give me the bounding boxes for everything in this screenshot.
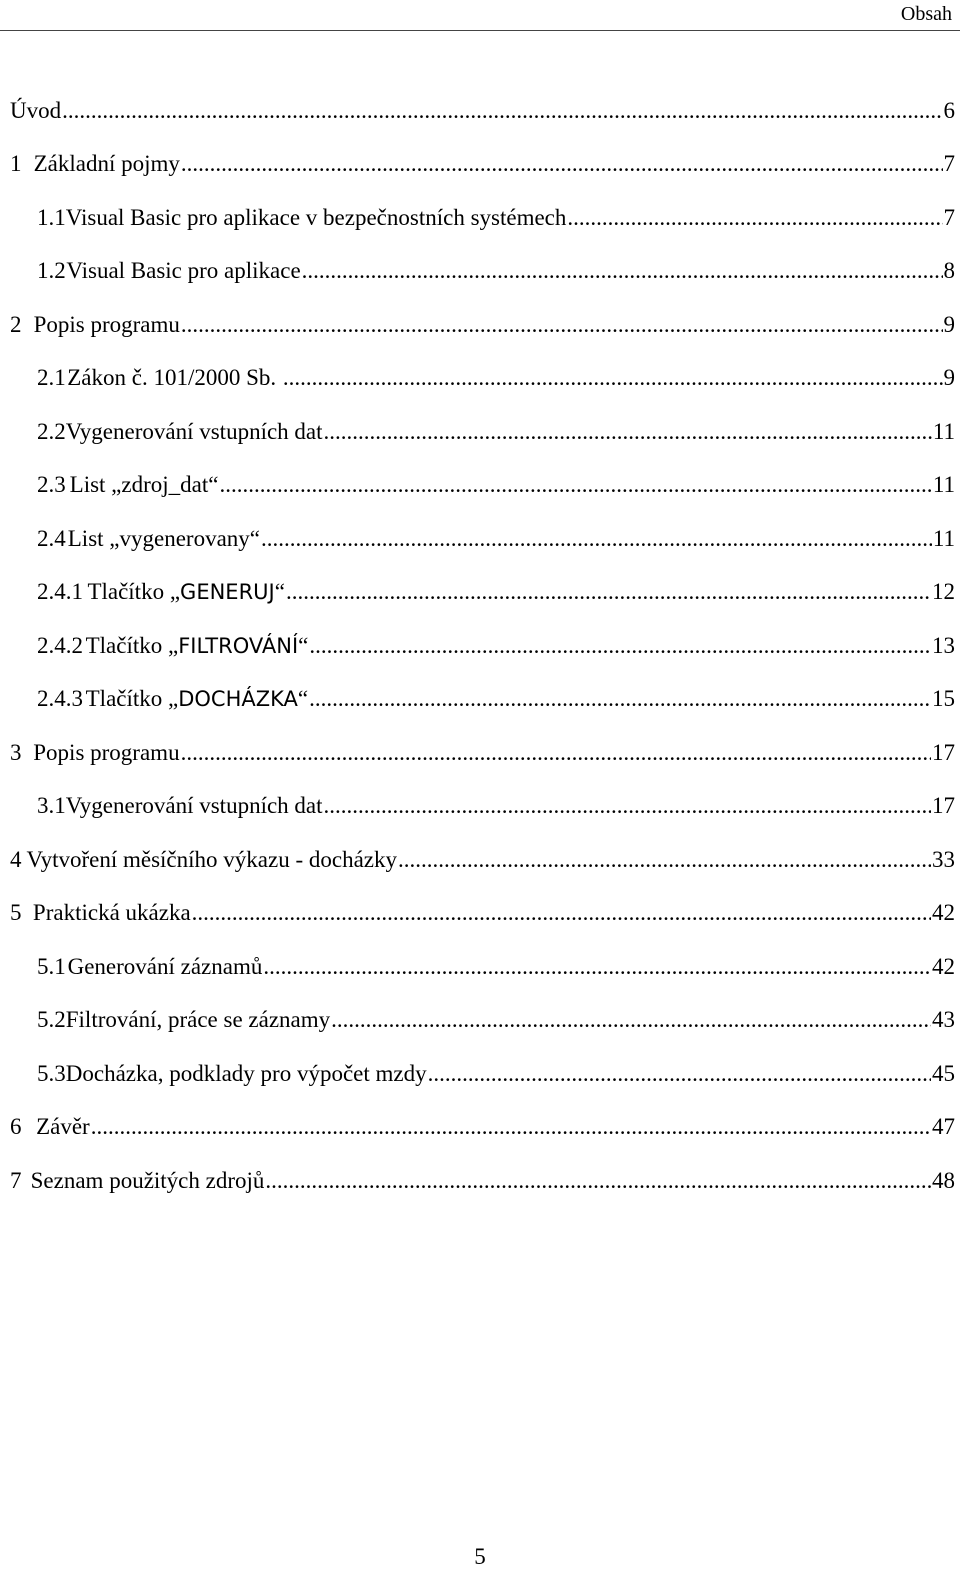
dot-leader (265, 1168, 931, 1194)
toc-entry-page: 48 (932, 1167, 955, 1193)
toc-entry-number: 5 (10, 900, 22, 926)
dot-leader (567, 205, 942, 231)
toc-entry-page: 11 (932, 525, 955, 551)
dot-leader (324, 793, 931, 819)
toc-entry-title: Visual Basic pro aplikace (66, 258, 301, 284)
toc-entry-5-2[interactable] (10, 994, 955, 1048)
button-name: FILTROVÁNÍ (178, 633, 299, 658)
dot-leader (428, 1061, 931, 1087)
toc-entry-2-4[interactable] (10, 512, 955, 566)
toc-entry-page: 17 (932, 793, 955, 819)
toc-entry-page: 12 (932, 579, 955, 605)
toc-entry-page: 15 (932, 686, 955, 712)
toc-entry-title: Vytvoření měsíčního výkazu - docházky (26, 846, 397, 872)
toc-entry-2-1[interactable] (10, 352, 955, 406)
dot-leader (91, 1114, 931, 1140)
toc-entry-title: List „vygenerovany“ (67, 525, 260, 551)
button-name: GENERUJ (180, 580, 275, 605)
toc-entry-number: 5.1 (37, 953, 66, 979)
dot-leader (263, 954, 931, 980)
toc-entry-page: 9 (943, 365, 955, 391)
toc-entry-2-4-1[interactable] (10, 566, 955, 620)
toc-entry-page: 7 (943, 151, 955, 177)
toc-entry-title: Seznam použitých zdrojů (30, 1167, 265, 1193)
toc-entry-number: 5.3 (37, 1060, 66, 1086)
dot-leader (62, 98, 942, 124)
toc-entry-number: 3.1 (37, 793, 66, 819)
dot-leader (324, 419, 932, 445)
dot-leader (261, 526, 932, 552)
toc-entry-page: 13 (932, 632, 955, 658)
toc-entry-3-1[interactable] (10, 780, 955, 834)
page-number: 5 (474, 1544, 486, 1569)
toc-entry-title: Popis programu (33, 311, 180, 337)
dot-leader (181, 151, 943, 177)
toc-entry-title: Základní pojmy (33, 151, 180, 177)
toc-entry-page: 42 (932, 953, 955, 979)
toc-entry-2-4-2[interactable] (10, 619, 955, 673)
toc-entry-title: Závěr (36, 1114, 90, 1140)
title-suffix: “ (297, 686, 309, 712)
toc-entry-title: Filtrování, práce se záznamy (65, 1007, 331, 1033)
toc-entry-number: 2.4.1 (37, 579, 83, 605)
toc-entry-4[interactable] (10, 833, 955, 887)
toc-entry-number: 5.2 (37, 1007, 66, 1033)
toc-entry-2-3[interactable] (10, 459, 955, 513)
toc-entry-1-1[interactable] (10, 191, 955, 245)
toc-entry-title: List „zdroj_dat“ (69, 472, 219, 498)
toc-entry-1-2[interactable] (10, 245, 955, 299)
toc-entry-number: 2.4.2 (37, 632, 83, 658)
toc-entry-number: 2.2 (37, 418, 66, 444)
toc-entry-2-2[interactable] (10, 405, 955, 459)
toc-entry-page: 9 (943, 311, 955, 337)
toc-entry-number: 7 (10, 1167, 22, 1193)
toc-entry-title: Vygenerování vstupních dat (65, 418, 323, 444)
dot-leader (181, 312, 943, 338)
toc-entry-number: 1.2 (37, 258, 66, 284)
dot-leader (192, 900, 931, 926)
toc-entry-2-4-3[interactable] (10, 673, 955, 727)
dot-leader (309, 633, 931, 659)
toc-entry-page: 33 (932, 846, 955, 872)
toc-entry-title: Visual Basic pro aplikace v bezpečnostních systémech (65, 204, 567, 230)
toc-entry-5-1[interactable] (10, 940, 955, 994)
dot-leader (286, 579, 931, 605)
toc-entry-number: 2.3 (37, 472, 66, 498)
toc-entry-title: Generování záznamů (67, 953, 263, 979)
title-prefix: Tlačítko „ (87, 579, 181, 605)
toc-entry-page: 8 (943, 258, 955, 284)
toc-entry-title: Popis programu (33, 739, 180, 765)
toc-entry-number: 6 (10, 1114, 22, 1140)
toc-entry-3[interactable] (10, 726, 955, 780)
toc-entry-number: 2.1 (37, 365, 66, 391)
toc-entry-page: 6 (943, 97, 955, 123)
header-rule (0, 30, 960, 31)
toc-entry-6[interactable] (10, 1101, 955, 1155)
toc-entry-title: Úvod (10, 97, 62, 123)
button-name: DOCHÁZKA (178, 687, 298, 712)
running-header: Obsah (900, 3, 952, 25)
toc-entry-1[interactable] (10, 138, 955, 192)
toc-entry-5[interactable] (10, 887, 955, 941)
toc-entry-number: 1 (10, 151, 22, 177)
toc-entry-page: 7 (943, 204, 955, 230)
toc-entry-number: 2.4 (37, 525, 66, 551)
toc-entry-title: Zákon č. 101/2000 Sb. (67, 365, 282, 391)
toc-entry-title: Vygenerování vstupních dat (65, 793, 323, 819)
title-prefix: Tlačítko „ (85, 686, 179, 712)
toc-entry-title: Docházka, podklady pro výpočet mzdy (65, 1060, 427, 1086)
toc-entry-page: 47 (932, 1114, 955, 1140)
toc-entry-page: 11 (932, 472, 955, 498)
title-suffix: “ (274, 579, 285, 605)
dot-leader (331, 1007, 931, 1033)
toc-entry-7[interactable] (10, 1154, 955, 1208)
toc-entry-page: 43 (932, 1007, 955, 1033)
toc-entry-title (87, 579, 285, 605)
toc-entry-title: Praktická ukázka (32, 900, 191, 926)
dot-leader (398, 847, 931, 873)
toc-entry-number: 2 (10, 311, 22, 337)
toc-entry-2[interactable] (10, 298, 955, 352)
toc-entry-page: 45 (932, 1060, 955, 1086)
toc-entry-uvod[interactable] (10, 84, 955, 138)
table-of-contents (10, 84, 955, 1208)
dot-leader (283, 365, 943, 391)
toc-entry-number: 3 (10, 739, 22, 765)
toc-entry-page: 42 (932, 900, 955, 926)
title-prefix: Tlačítko „ (85, 632, 179, 658)
dot-leader (219, 472, 931, 498)
title-suffix: “ (298, 632, 309, 658)
toc-entry-number: 1.1 (37, 204, 66, 230)
toc-entry-5-3[interactable] (10, 1047, 955, 1101)
dot-leader (181, 740, 931, 766)
toc-entry-page: 11 (932, 418, 955, 444)
toc-entry-title (86, 686, 309, 712)
toc-entry-number: 4 (10, 846, 22, 872)
toc-entry-page: 17 (932, 739, 955, 765)
toc-entry-number: 2.4.3 (37, 686, 83, 712)
dot-leader (309, 686, 931, 712)
toc-entry-title (86, 633, 309, 659)
dot-leader (302, 258, 943, 284)
